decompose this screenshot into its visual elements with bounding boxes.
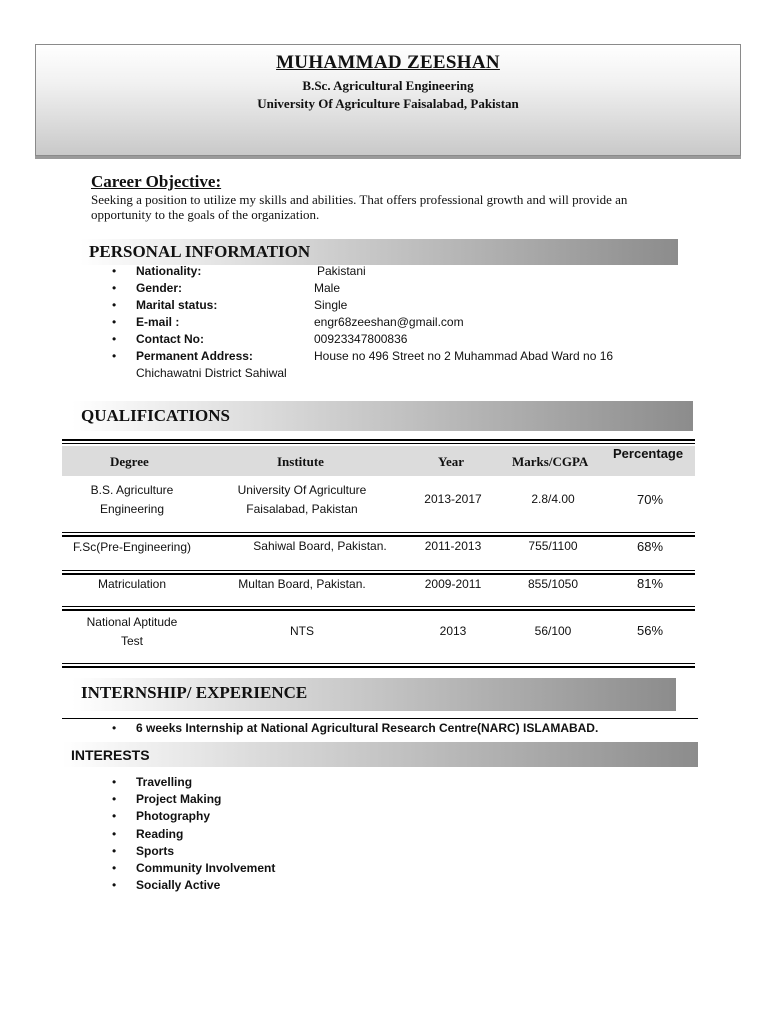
table-cell-institute: Sahiwal Board, Pakistan.: [253, 539, 387, 553]
bullet-icon: •: [112, 878, 117, 893]
table-cell-year: 2013: [439, 624, 467, 638]
interests-title: INTERESTS: [71, 747, 150, 763]
experience-title: INTERNSHIP/ EXPERIENCE: [81, 683, 308, 702]
table-rule: [62, 609, 695, 611]
list-item: [112, 280, 712, 297]
table-rule: [62, 666, 695, 668]
table-cell-institute: Multan Board, Pakistan.: [238, 577, 366, 591]
phone-value: 00923347800836: [314, 332, 408, 346]
table-rule: [62, 439, 695, 441]
personal-info-list: [112, 263, 712, 380]
field-label: Marital status:: [136, 298, 218, 312]
candidate-university: University Of Agriculture Faisalabad, Pakistan: [257, 96, 519, 111]
table-rule: [62, 663, 695, 664]
qualifications-heading: [72, 401, 693, 431]
table-rule: [62, 443, 695, 444]
bullet-icon: •: [112, 264, 117, 278]
list-item: [112, 720, 712, 737]
table-cell-percentage: 70%: [636, 492, 664, 507]
experience-heading: [72, 678, 676, 711]
email-value: engr68zeeshan@gmail.com: [314, 315, 464, 329]
list-item: [112, 297, 712, 314]
bullet-icon: •: [112, 721, 117, 735]
career-objective-title: Career Objective:: [91, 172, 222, 191]
bullet-icon: •: [112, 315, 117, 329]
interest-item: Community Involvement: [136, 860, 276, 875]
interest-item: Project Making: [136, 792, 222, 807]
personal-info-title: PERSONAL INFORMATION: [89, 242, 311, 261]
interest-item: Travelling: [136, 775, 193, 789]
bullet-icon: •: [112, 281, 117, 295]
table-cell-marks: 56/100: [534, 624, 572, 638]
bullet-icon: •: [112, 775, 117, 789]
table-rule: [62, 570, 695, 571]
career-objective-text: Seeking a position to utilize my skills and abilities. That offers professional growth and will provide an opportunity to the goals of the organization.: [91, 192, 628, 222]
field-label: Permanent Address:: [136, 349, 253, 363]
table-cell-percentage: 81%: [636, 576, 664, 591]
field-value: Pakistani: [317, 264, 366, 278]
interest-item: Reading: [136, 826, 184, 841]
bullet-icon: •: [112, 332, 117, 346]
table-cell-marks: 2.8/4.00: [531, 492, 575, 506]
bullet-icon: •: [112, 809, 117, 824]
candidate-degree: B.Sc. Agricultural Engineering: [302, 78, 474, 93]
interest-item: Sports: [136, 843, 175, 858]
header-degree: Degree: [110, 454, 149, 469]
personal-info-heading: [80, 239, 678, 265]
field-label: Nationality:: [136, 264, 202, 278]
field-value: Male: [314, 281, 341, 295]
table-cell-marks: 855/1050: [527, 577, 579, 591]
bullet-icon: •: [112, 792, 117, 807]
address-value: House no 496 Street no 2 Muhammad Abad Ward no 16: [314, 349, 614, 363]
experience-item: 6 weeks Internship at National Agricultural Research Centre(NARC) ISLAMABAD.: [136, 721, 599, 735]
experience-list: [112, 720, 712, 737]
table-cell-year: 2013-2017: [424, 492, 482, 506]
table-cell-year: 2011-2013: [424, 539, 482, 553]
table-header: [62, 446, 695, 476]
resume-header: [35, 44, 741, 156]
list-item: [112, 263, 712, 280]
header-marks: Marks/CGPA: [512, 454, 589, 469]
section-rule: [62, 718, 698, 719]
header-institute: Institute: [277, 454, 324, 469]
bullet-icon: •: [112, 826, 117, 841]
interest-item: Photography: [136, 809, 210, 824]
table-cell-degree: National Aptitude Test: [86, 615, 178, 648]
list-item: [112, 314, 712, 331]
table-cell-marks: 755/1100: [528, 539, 578, 553]
bullet-icon: •: [112, 349, 117, 363]
table-cell-institute: University Of Agriculture Faisalabad, Pakistan: [237, 483, 367, 516]
header-percentage: Percentage: [613, 446, 684, 461]
field-value: Single: [314, 298, 348, 312]
field-label: E-mail :: [136, 315, 180, 329]
field-label: Contact No:: [136, 332, 204, 346]
field-label: Gender:: [136, 281, 183, 295]
bullet-icon: •: [112, 860, 117, 875]
list-item: [112, 331, 712, 348]
table-cell-year: 2009-2011: [424, 577, 482, 591]
candidate-name: MUHAMMAD ZEESHAN: [276, 52, 500, 73]
header-year: Year: [438, 454, 464, 469]
table-cell-percentage: 56%: [636, 623, 664, 638]
interests-heading: [62, 742, 698, 767]
table-rule: [62, 532, 695, 533]
qualifications-title: QUALIFICATIONS: [81, 406, 230, 425]
table-cell-percentage: 68%: [636, 539, 664, 554]
table-cell-degree: B.S. Agriculture Engineering: [90, 483, 174, 516]
bullet-icon: •: [112, 298, 117, 312]
table-cell-degree: Matriculation: [97, 577, 167, 591]
interest-item: Socially Active: [136, 878, 221, 893]
bullet-icon: •: [112, 843, 117, 858]
list-item: [112, 348, 712, 380]
table-rule: [62, 606, 695, 607]
table-cell-degree: F.Sc(Pre-Engineering): [72, 540, 192, 554]
address-continuation: Chichawatni District Sahiwal: [136, 366, 287, 380]
table-cell-institute: NTS: [290, 624, 314, 638]
